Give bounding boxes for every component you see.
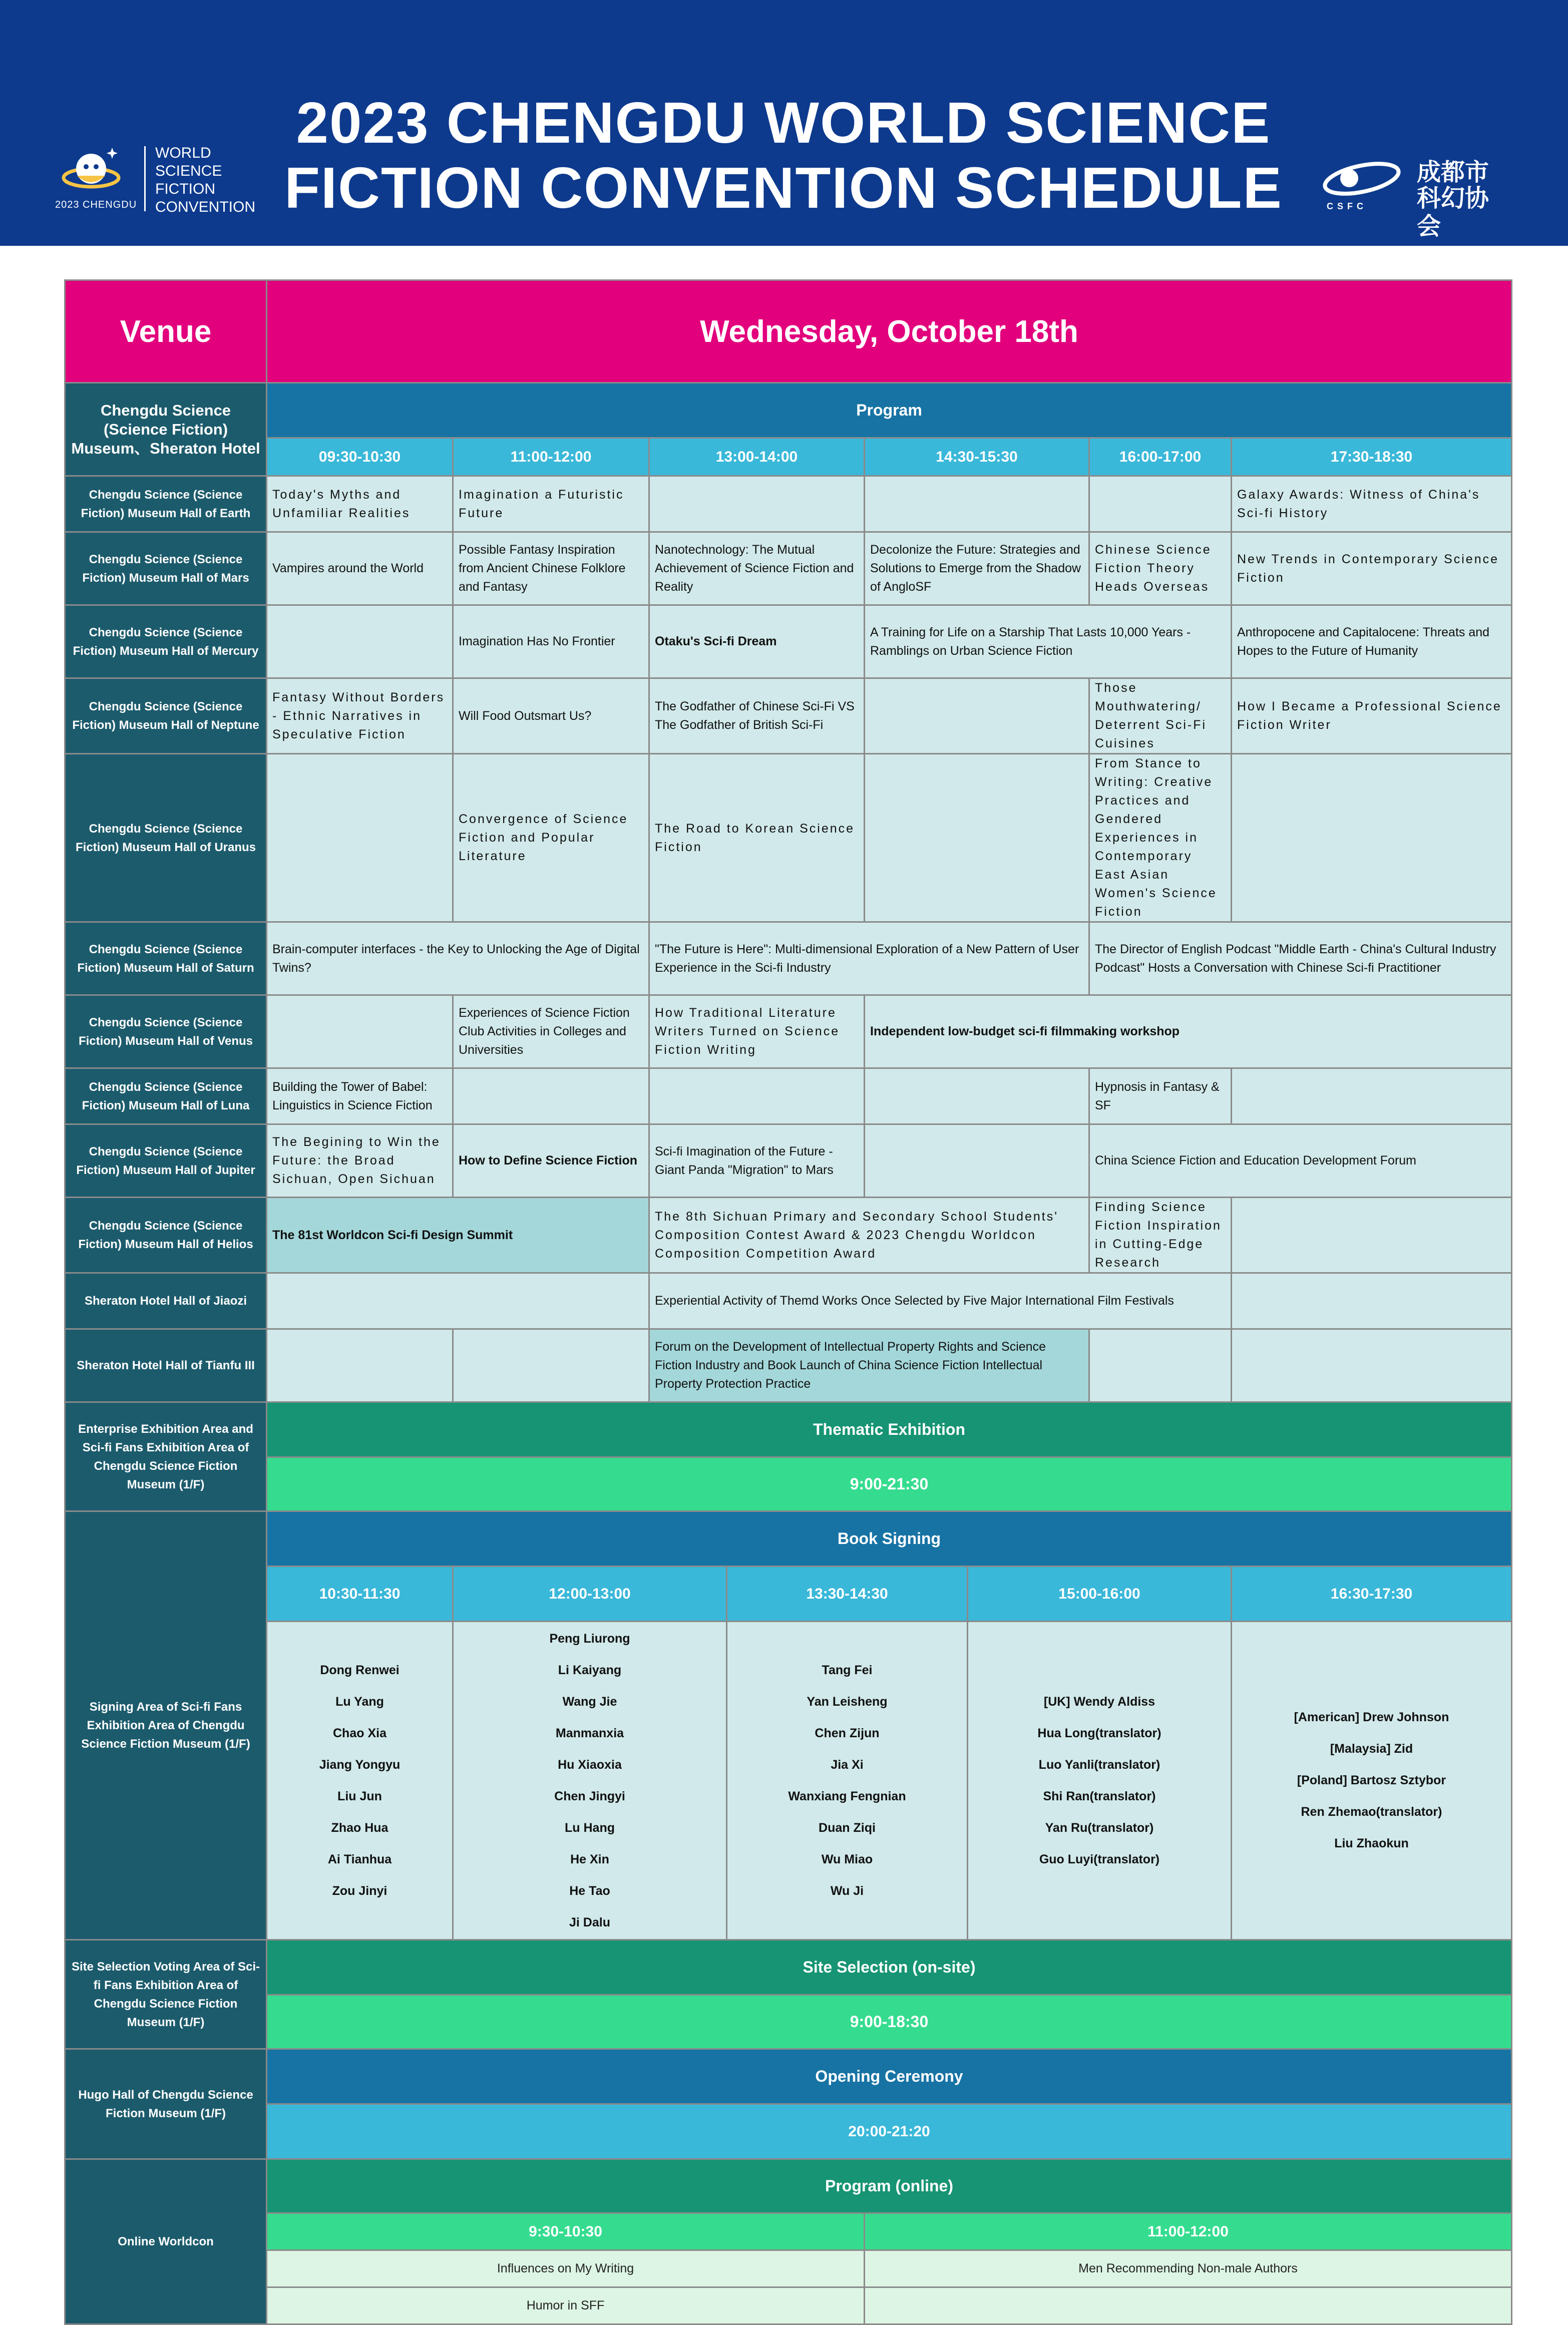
program-cell: Anthropocene and Capitalocene: Threats and Hopes to the Future of Humanity [1232, 605, 1512, 678]
site-selection-venue: Site Selection Voting Area of Sci-fi Fans Exhibition Area of Chengdu Science Fiction Museum (1/F) [65, 1940, 267, 2049]
logo-divider [144, 146, 146, 211]
online-program-cell-empty [865, 2287, 1512, 2324]
program-cell: Today's Myths and Unfamiliar Realities [267, 476, 453, 532]
page-title: 2023 CHENGDU WORLD SCIENCE FICTION CONVENTION SCHEDULE [284, 90, 1283, 220]
program-cell: The 8th Sichuan Primary and Secondary School Students' Composition Contest Award & 2023 Chengdu Worldcon Composition Competition Award [649, 1198, 1089, 1273]
signing-time-slot: 12:00-13:00 [453, 1567, 727, 1622]
time-slot: 11:00-12:00 [453, 438, 649, 476]
program-cell-empty [1232, 1068, 1512, 1124]
online-program-cell: Men Recommending Non-male Authors [865, 2250, 1512, 2287]
program-cell: Decolonize the Future: Strategies and Solutions to Emerge from the Shadow of AngloSF [865, 532, 1089, 605]
program-cell: Finding Science Fiction Inspiration in Cutting-Edge Research [1089, 1198, 1232, 1273]
program-cell: How to Define Science Fiction [453, 1124, 649, 1198]
program-cell-empty [453, 1329, 649, 1402]
signing-time-slot: 15:00-16:00 [968, 1567, 1232, 1622]
program-cell-highlight: Forum on the Development of Intellectual Property Rights and Science Fiction Industry and Book Launch of China Science Fiction Intellectual Property Protection Practice [649, 1329, 1089, 1402]
program-cell: Building the Tower of Babel: Linguistics in Science Fiction [267, 1068, 453, 1124]
program-cell-empty [267, 1329, 453, 1402]
program-cell-empty [453, 1068, 649, 1124]
program-cell: From Stance to Writing: Creative Practices and Gendered Experiences in Contemporary East Asian Women's Science Fiction [1089, 754, 1232, 922]
opening-time: 20:00-21:20 [267, 2104, 1512, 2159]
header-banner [0, 0, 1568, 246]
program-cell: Imagination Has No Frontier [453, 605, 649, 678]
online-title: Program (online) [267, 2159, 1512, 2213]
program-cell: How I Became a Professional Science Fiction Writer [1232, 678, 1512, 754]
orbit-icon [1322, 156, 1412, 201]
time-slot: 09:30-10:30 [267, 438, 453, 476]
logo-year-text: 2023 CHENGDU [55, 199, 137, 210]
venue-cell: Chengdu Science (Science Fiction) Museum Hall of Jupiter [65, 1124, 267, 1198]
logo-wordmark: WORLD SCIENCE FICTION CONVENTION [155, 145, 256, 215]
program-cell-highlight: The 81st Worldcon Sci-fi Design Summit [267, 1198, 649, 1273]
date-header: Wednesday, October 18th [267, 280, 1512, 383]
program-cell: Sci-fi Imagination of the Future - Giant Panda "Migration" to Mars [649, 1124, 865, 1198]
program-cell-empty [267, 995, 453, 1068]
program-cell: New Trends in Contemporary Science Fiction [1232, 532, 1512, 605]
program-cell-empty [649, 476, 865, 532]
program-title: Program [267, 383, 1512, 438]
program-cell: Those Mouthwatering/ Deterrent Sci-Fi Cuisines [1089, 678, 1232, 754]
signing-names: Peng Liurong Li Kaiyang Wang Jie Manmanxia Hu Xiaoxia Chen Jingyi Lu Hang He Xin He Tao Ji Dalu [453, 1622, 727, 1940]
time-slot: 14:30-15:30 [865, 438, 1089, 476]
thematic-title: Thematic Exhibition [267, 1402, 1512, 1457]
csfc-cn-line1: 成都市 [1417, 158, 1489, 186]
program-cell: Imagination a Futuristic Future [453, 476, 649, 532]
time-slot: 16:00-17:00 [1089, 438, 1232, 476]
signing-names: Dong Renwei Lu Yang Chao Xia Jiang Yongyu Liu Jun Zhao Hua Ai Tianhua Zou Jinyi [267, 1622, 453, 1940]
planet-mascot-icon [61, 143, 121, 198]
program-cell-empty [865, 678, 1089, 754]
signing-title: Book Signing [267, 1511, 1512, 1567]
program-cell-empty [1232, 1273, 1512, 1329]
venue-cell: Chengdu Science (Science Fiction) Museum Hall of Helios [65, 1198, 267, 1273]
program-cell-empty [1232, 754, 1512, 922]
program-cell: The Godfather of Chinese Sci-Fi VS The Godfather of British Sci-Fi [649, 678, 865, 754]
program-cell-empty [865, 1068, 1089, 1124]
program-cell: Brain-computer interfaces - the Key to Unlocking the Age of Digital Twins? [267, 922, 649, 995]
venue-cell: Sheraton Hotel Hall of Tianfu III [65, 1329, 267, 1402]
worldcon-logo [55, 140, 265, 220]
signing-names: [UK] Wendy Aldiss Hua Long(translator) Luo Yanli(translator) Shi Ran(translator) Yan Ru(translator) Guo Luyi(translator) [968, 1622, 1232, 1940]
program-cell: How Traditional Literature Writers Turned on Science Fiction Writing [649, 995, 865, 1068]
signing-time-slot: 16:30-17:30 [1232, 1567, 1512, 1622]
program-cell-empty [1232, 1198, 1512, 1273]
program-cell: The Begining to Win the Future: the Broad Sichuan, Open Sichuan [267, 1124, 453, 1198]
program-cell: A Training for Life on a Starship That Lasts 10,000 Years - Ramblings on Urban Science Fiction [865, 605, 1232, 678]
thematic-venue: Enterprise Exhibition Area and Sci-fi Fans Exhibition Area of Chengdu Science Fiction Museum (1/F) [65, 1402, 267, 1511]
venue-cell: Chengdu Science (Science Fiction) Museum Hall of Mars [65, 532, 267, 605]
program-cell: Experiential Activity of Themd Works Once Selected by Five Major International Film Festivals [649, 1273, 1232, 1329]
program-cell: Fantasy Without Borders - Ethnic Narratives in Speculative Fiction [267, 678, 453, 754]
csfc-abbr: CSFC [1327, 201, 1367, 211]
time-slot: 13:00-14:00 [649, 438, 865, 476]
program-cell: China Science Fiction and Education Development Forum [1089, 1124, 1512, 1198]
online-program-cell: Influences on My Writing [267, 2250, 865, 2287]
signing-time-slot: 10:30-11:30 [267, 1567, 453, 1622]
venue-cell: Chengdu Science (Science Fiction) Museum Hall of Mercury [65, 605, 267, 678]
program-cell: The Road to Korean Science Fiction [649, 754, 865, 922]
program-cell-empty [865, 1124, 1089, 1198]
signing-venue: Signing Area of Sci-fi Fans Exhibition Area of Chengdu Science Fiction Museum (1/F) [65, 1511, 267, 1940]
venue-cell: Chengdu Science (Science Fiction) Museum Hall of Uranus [65, 754, 267, 922]
program-cell: Chinese Science Fiction Theory Heads Overseas [1089, 532, 1232, 605]
site-selection-title: Site Selection (on-site) [267, 1940, 1512, 1995]
program-cell-empty [649, 1068, 865, 1124]
venue-cell: Chengdu Science (Science Fiction) Museum Hall of Saturn [65, 922, 267, 995]
program-cell: "The Future is Here": Multi-dimensional Exploration of a New Pattern of User Experience in the Sci-fi Industry [649, 922, 1089, 995]
program-cell: Otaku's Sci-fi Dream [649, 605, 865, 678]
program-venue: Chengdu Science (Science Fiction) Museum、Sheraton Hotel [65, 383, 267, 476]
venue-cell: Chengdu Science (Science Fiction) Museum Hall of Venus [65, 995, 267, 1068]
time-slot: 17:30-18:30 [1232, 438, 1512, 476]
venue-header: Venue [65, 280, 267, 383]
program-cell-empty [865, 476, 1089, 532]
csfc-cn-line2: 科幻协会 [1417, 184, 1489, 240]
program-cell-empty [1089, 476, 1232, 532]
venue-cell: Chengdu Science (Science Fiction) Museum Hall of Luna [65, 1068, 267, 1124]
program-cell: Independent low-budget sci-fi filmmaking workshop [865, 995, 1512, 1068]
venue-cell: Chengdu Science (Science Fiction) Museum Hall of Earth [65, 476, 267, 532]
online-time-slot: 11:00-12:00 [865, 2213, 1512, 2250]
thematic-time: 9:00-21:30 [267, 1457, 1512, 1511]
online-time-slot: 9:30-10:30 [267, 2213, 865, 2250]
signing-names: [American] Drew Johnson [Malaysia] Zid [Poland] Bartosz Sztybor Ren Zhemao(translator) Liu Zhaokun [1232, 1622, 1512, 1940]
opening-title: Opening Ceremony [267, 2049, 1512, 2104]
signing-time-slot: 13:30-14:30 [727, 1567, 968, 1622]
program-cell: The Director of English Podcast "Middle Earth - China's Cultural Industry Podcast" Hosts a Conversation with Chinese Sci-fi Practitioner [1089, 922, 1512, 995]
program-cell-empty [1232, 1329, 1512, 1402]
program-cell-empty [267, 754, 453, 922]
program-cell: Galaxy Awards: Witness of China's Sci-fi History [1232, 476, 1512, 532]
opening-venue: Hugo Hall of Chengdu Science Fiction Museum (1/F) [65, 2049, 267, 2159]
schedule-table [64, 279, 1512, 2325]
online-program-cell: Humor in SFF [267, 2287, 865, 2324]
venue-cell: Sheraton Hotel Hall of Jiaozi [65, 1273, 267, 1329]
program-cell: Hypnosis in Fantasy & SF [1089, 1068, 1232, 1124]
csfc-logo [1322, 156, 1512, 240]
program-cell: Vampires around the World [267, 532, 453, 605]
program-cell: Convergence of Science Fiction and Popular Literature [453, 754, 649, 922]
program-cell-empty [865, 754, 1089, 922]
program-cell-empty [1089, 1329, 1232, 1402]
program-cell: Will Food Outsmart Us? [453, 678, 649, 754]
online-venue: Online Worldcon [65, 2159, 267, 2324]
program-cell: Nanotechnology: The Mutual Achievement of Science Fiction and Reality [649, 532, 865, 605]
site-selection-time: 9:00-18:30 [267, 1995, 1512, 2049]
program-cell: Experiences of Science Fiction Club Activities in Colleges and Universities [453, 995, 649, 1068]
program-cell-empty [267, 1273, 649, 1329]
signing-names: Tang Fei Yan Leisheng Chen Zijun Jia Xi Wanxiang Fengnian Duan Ziqi Wu Miao Wu Ji [727, 1622, 968, 1940]
venue-cell: Chengdu Science (Science Fiction) Museum Hall of Neptune [65, 678, 267, 754]
program-cell-empty [267, 605, 453, 678]
program-cell: Possible Fantasy Inspiration from Ancient Chinese Folklore and Fantasy [453, 532, 649, 605]
